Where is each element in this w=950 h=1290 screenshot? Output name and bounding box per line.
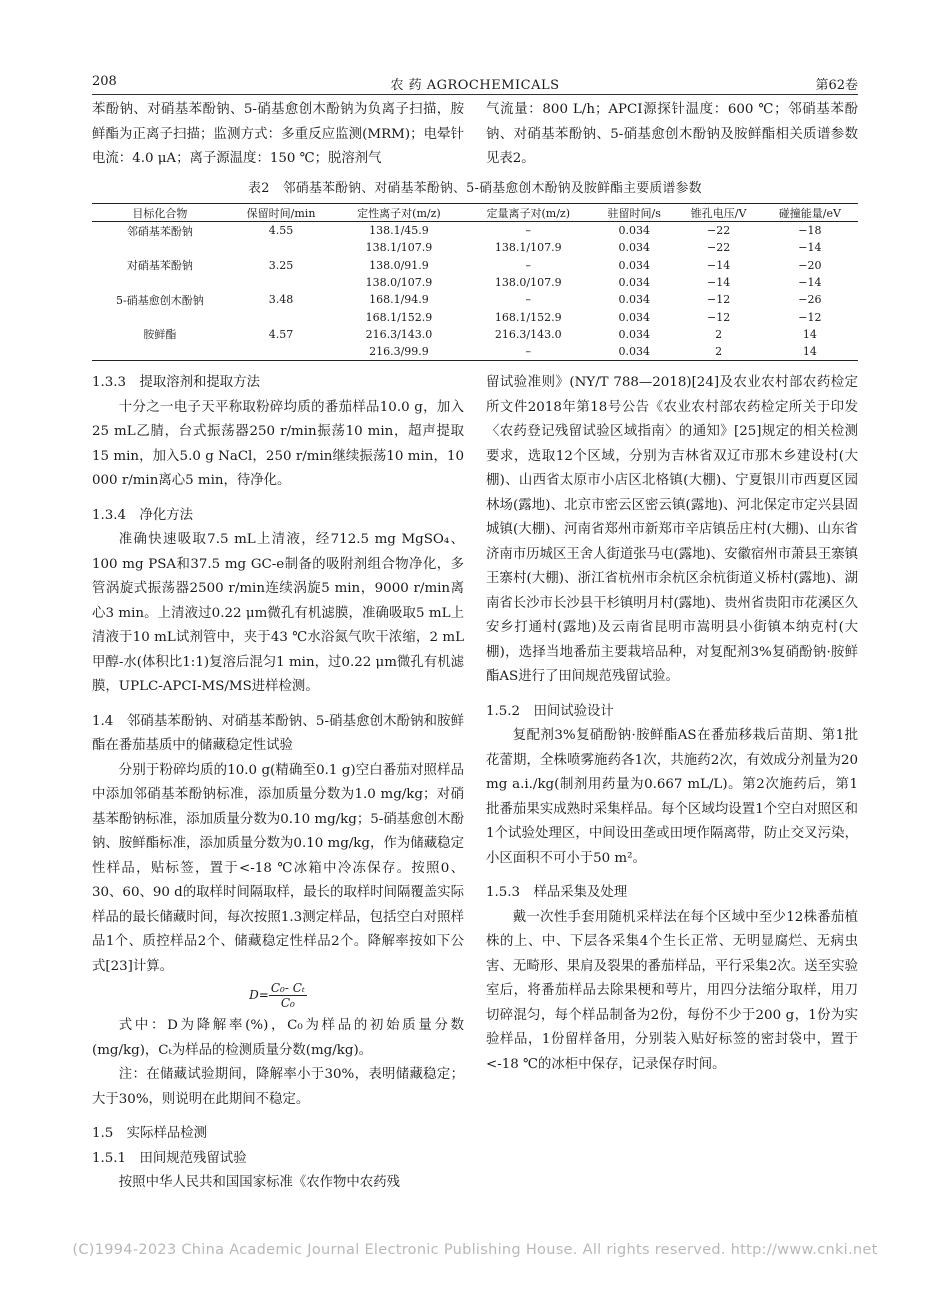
- section-1-5-2-title: 1.5.2 田间试验设计: [486, 703, 614, 719]
- table-cell: [228, 308, 334, 325]
- journal-title: 农 药 AGROCHEMICALS: [390, 78, 560, 93]
- paragraph: 复配剂3%复硝酚钠·胺鲜酯AS在番茄移栽后苗期、第1批花蕾期，全株喷雾施药各1次，共施药2次，有效成分剂量为20 mg a.i./kg(制剂用药量为0.667 mL/L)。第2次施药后，第1批番茄果实成熟时采集样品。每个区域均设置1个空白对照区和1个试验处理区，中间设田垄或田埂作隔离带，防止交叉污染，小区面积不可小于50 m²。: [486, 728, 858, 866]
- section-1-5-3-title: 1.5.3 样品采集及处理: [486, 885, 628, 900]
- table-cell: 邻硝基苯酚钠: [126, 224, 193, 238]
- table-cell: –: [464, 343, 593, 361]
- table-cell: 0.034: [618, 241, 650, 255]
- table-cell: 138.0/107.9: [365, 276, 433, 290]
- paragraph: 分别于粉碎均质的10.0 g(精确至0.1 g)空白番茄对照样品中添加邻硝基苯酚钠标准，添加质量分数为1.0 mg/kg；对硝基苯酚钠标准，添加质量分数为0.10 mg/kg；5-硝基愈创木酚钠、胺鲜酯标准，添加质量分数为0.10 mg/kg，作为储藏稳定性样品，贴标签，置于<-18 ℃冰箱中冷冻保存。按照0、30、60、90 d的取样时间隔取样，最长的取样时间隔覆盖实际样品的最长储藏时间，每次按照1.3测定样品，包括空白对照样品1个、质控样品2个、储藏稳定性样品2个。降解率按如下公式[23]计算。: [92, 762, 464, 974]
- table-cell: 2: [715, 327, 723, 341]
- table-cell: [228, 274, 334, 291]
- paragraph: 苯酚钠、对硝基苯酚钠、5-硝基愈创木酚钠为负离子扫描，胺鲜酯为正离子扫描；监测方式：多重反应监测(MRM)；电晕针电流：4.0 μA；离子源温度：150 ℃；脱溶剂气: [92, 102, 464, 166]
- table-cell: −22: [706, 241, 731, 255]
- section-1-3-4-title: 1.3.4 净化方法: [92, 507, 194, 523]
- table-cell: 216.3/143.0: [365, 327, 433, 341]
- table-cell: 168.1/152.9: [494, 310, 562, 324]
- table-cell: 4.57: [268, 327, 294, 341]
- col-header: 碰撞能量/eV: [762, 204, 858, 222]
- table-row: [92, 239, 858, 256]
- formula-explanation: 式中：D为降解率(%)，C₀为样品的初始质量分数(mg/kg)，Cₜ为样品的检测质量分数(mg/kg)。: [92, 1018, 464, 1058]
- col-header: 保留时间/min: [228, 204, 334, 222]
- table-cell: 138.1/107.9: [365, 241, 433, 255]
- table-cell: [228, 343, 334, 361]
- formula-numerator: C₀- Cₜ: [270, 981, 305, 995]
- table-cell: −22: [706, 224, 731, 238]
- page-number: 208: [92, 74, 117, 89]
- table-cell: 138.1/107.9: [494, 241, 562, 255]
- table-cell: [92, 308, 228, 325]
- table-row: [92, 326, 858, 343]
- left-column: [92, 371, 464, 1196]
- table-cell: 14: [802, 327, 817, 341]
- volume-number: 第62卷: [815, 78, 858, 93]
- table-cell: 0.034: [618, 258, 650, 272]
- table-cell: −14: [798, 276, 822, 290]
- table-cell: –: [525, 258, 531, 272]
- table-caption: 表2 邻硝基苯酚钠、对硝基苯酚钠、5-硝基愈创木酚钠及胺鲜酯主要质谱参数: [248, 181, 702, 196]
- note: 注：在储藏试验期间，降解率小于30%，表明储藏稳定；大于30%，则说明在此期间不稳定。: [92, 1067, 464, 1107]
- table-row: [92, 222, 858, 240]
- table-cell: 4.55: [268, 224, 294, 238]
- table-cell: [92, 343, 228, 361]
- col-header: 目标化合物: [92, 204, 228, 222]
- table-cell: [92, 274, 228, 291]
- table-cell: 0.034: [618, 327, 650, 341]
- table-cell: –: [525, 224, 531, 238]
- table-cell: −18: [798, 224, 822, 238]
- table-cell: 14: [762, 343, 858, 361]
- section-1-3-3-title: 1.3.3 提取溶剂和提取方法: [92, 375, 260, 390]
- col-header: 锥孔电压/V: [676, 204, 762, 222]
- paragraph: 准确快速吸取7.5 mL上清液，经712.5 mg MgSO₄、100 mg PSA和37.5 mg GC-e制备的吸附剂组合物净化，多管涡旋式振荡器2500 r/min连续涡旋5 min，9000 r/min离心3 min。上清液过0.22 μm微孔有机滤膜，准确吸取5 mL上清液于10 mL试剂管中，夹于43 ℃水浴氮气吹干浓缩，2 mL甲醇-水(体积比1:1)复溶后混匀1 min，过0.22 μm微孔有机滤膜，UPLC-APCI-MS/MS进样检测。: [92, 532, 464, 694]
- table-cell: 对硝基苯酚钠: [126, 259, 193, 273]
- table-cell: 216.3/99.9: [334, 343, 463, 361]
- paragraph: 留试验准则》(NY/T 788—2018)[24]及农业农村部农药检定所文件2018年第18号公告《农业农村部农药检定所关于印发〈农药登记残留试验区域指南〉的通知》[25]规定的相关检测要求，选取12个区域，分别为吉林省双辽市那木乡建设村(大棚)、山西省太原市小店区北格镇(大棚)、宁夏银川市西夏区园林场(露地)、北京市密云区密云镇(露地)、河北保定市定兴县固城镇(大棚)、河南省郑州市新郑市辛店镇岳庄村(大棚)、山东省济南市历城区王舍人街道张马屯(露地)、安徽宿州市萧县王寨镇王寨村(大棚)、浙江省杭州市余杭区余杭街道义桥村(露地)、湖南省长沙市长沙县干杉镇明月村(露地)、贵州省贵阳市花溪区久安乡打通村(露地)及云南省昆明市嵩明县小街镇本纳克村(大棚)，选择当地番茄主要栽培品种，对复配剂3%复硝酚钠·胺鲜酯AS进行了田间规范残留试验。: [486, 375, 858, 684]
- table-row: [92, 308, 858, 325]
- formula-denominator: C₀: [280, 996, 295, 1010]
- table-cell: 138.0/107.9: [494, 276, 562, 290]
- table-row: [92, 343, 858, 361]
- table-header-row: [92, 204, 858, 222]
- col-header: 驻留时间/s: [593, 204, 676, 222]
- copyright-footer: (C)1994-2023 China Academic Journal Electronic Publishing House. All rights reserved. http://www.cnki.net: [72, 1242, 878, 1258]
- table-cell: 3.25: [268, 258, 294, 272]
- running-header: [92, 74, 858, 94]
- table-row: [92, 291, 858, 308]
- table-cell: 5-硝基愈创木酚钠: [116, 293, 204, 307]
- paragraph: 戴一次性手套用随机采样法在每个区域中至少12株番茄植株的上、中、下层各采集4个生长正常、无明显腐烂、无病虫害、无畸形、果肩及裂果的番茄样品，平行采集2次。送至实验室后，将番茄样品去除果梗和萼片，用四分法缩分取样，用刀切碎混匀，每个样品制备为2份，每份不少于200 g，1份为实验样品，1份留样备用，分别装入贴好标签的密封袋中，置于<-18 ℃的冰柜中保存，记录保存时间。: [486, 909, 858, 1072]
- table-cell: −26: [798, 293, 822, 307]
- top-left-text: [92, 98, 464, 172]
- table-cell: 0.034: [618, 293, 650, 307]
- formula-lhs: D=: [249, 988, 269, 1002]
- table-cell: 0.034: [618, 310, 650, 324]
- table-cell: 3.48: [268, 293, 294, 307]
- table-cell: 0.034: [618, 276, 650, 290]
- paragraph: 十分之一电子天平称取粉碎均质的番茄样品10.0 g，加入25 mL乙腈，台式振荡器250 r/min振荡10 min，超声提取15 min，加入5.0 g NaCl，250 r/min继续振荡10 min，10 000 r/min离心5 min，待净化。: [92, 399, 464, 488]
- col-header: 定性离子对(m/z): [334, 204, 463, 222]
- table-cell: 138.1/45.9: [369, 224, 429, 238]
- table-cell: −14: [706, 276, 731, 290]
- header-rule: [92, 94, 858, 95]
- table-cell: −12: [706, 293, 731, 307]
- table-cell: 0.034: [618, 224, 650, 238]
- table-cell: −12: [798, 310, 822, 324]
- degradation-formula: [92, 981, 464, 1010]
- table-cell: −14: [706, 258, 731, 272]
- top-right-text: [486, 98, 858, 172]
- paragraph: 气流量：800 L/h；APCI源探针温度：600 ℃；邻硝基苯酚钠、对硝基苯酚钠、5-硝基愈创木酚钠及胺鲜酯相关质谱参数见表2。: [486, 102, 858, 166]
- table-cell: –: [525, 293, 531, 307]
- table-cell: 胺鲜酯: [143, 328, 177, 342]
- table-row: [92, 274, 858, 291]
- section-1-4-title: 1.4 邻硝基苯酚钠、对硝基苯酚钠、5-硝基愈创木酚钠和胺鲜酯在番茄基质中的储藏稳定性试验: [92, 713, 464, 753]
- table-cell: 168.1/94.9: [369, 293, 429, 307]
- col-header: 定量离子对(m/z): [464, 204, 593, 222]
- table-cell: 216.3/143.0: [494, 327, 562, 341]
- table-cell: [228, 239, 334, 256]
- section-1-5-1-title: 1.5.1 田间规范残留试验: [92, 1150, 247, 1166]
- section-1-5-title: 1.5 实际样品检测: [92, 1126, 208, 1141]
- table-cell: 168.1/152.9: [365, 310, 433, 324]
- table-cell: [92, 239, 228, 256]
- table-cell: 2: [676, 343, 762, 361]
- table-cell: 0.034: [593, 343, 676, 361]
- table-row: [92, 257, 858, 274]
- table-cell: −14: [798, 241, 822, 255]
- table-cell: 138.0/91.9: [369, 258, 429, 272]
- table-cell: −12: [706, 310, 731, 324]
- paragraph: 按照中华人民共和国国家标准《农作物中农药残: [118, 1175, 400, 1190]
- table-cell: −20: [798, 258, 822, 272]
- right-column: [486, 371, 858, 1077]
- mass-spec-table: [92, 203, 858, 361]
